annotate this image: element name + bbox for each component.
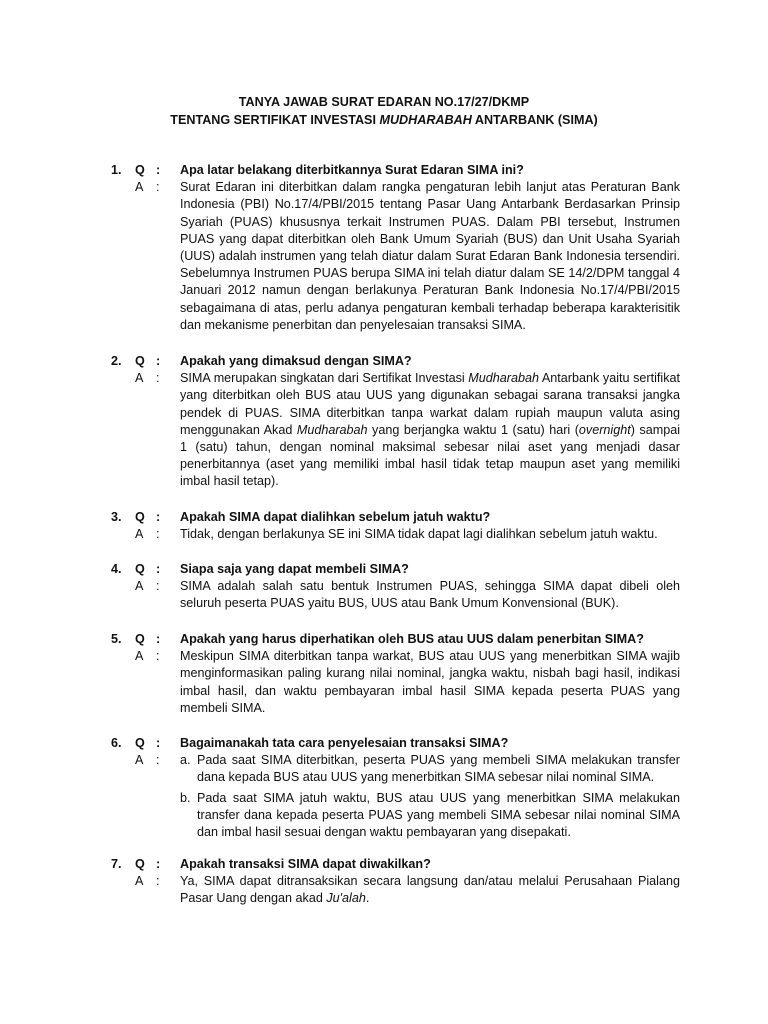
question-text: Apakah yang dimaksud dengan SIMA? [180, 354, 412, 368]
qa-item-4 [0, 561, 768, 613]
answer-segment: Antarbank yaitu sertifikat yang diterbitkan oleh BUS atau UUS yang digunakan sebagai sarana transaksi jangka pendek di PUAS. SIMA diterbitkan tanpa warkat dalam rupiah maupun valuta asing menggunakan Akad [180, 371, 680, 437]
sub-item-letter: b. [180, 790, 191, 805]
item-number: 7. [111, 857, 122, 871]
colon: : [156, 371, 160, 386]
question-row [0, 631, 768, 648]
colon: : [156, 874, 160, 889]
item-number: 1. [111, 163, 122, 177]
qa-item-3 [0, 509, 768, 543]
question-row [0, 856, 768, 873]
item-number: 3. [111, 510, 122, 524]
title-line-2-pre: TENTANG SERTIFIKAT INVESTASI [170, 113, 380, 127]
sub-item-text: Pada saat SIMA diterbitkan, peserta PUAS yang membeli SIMA melakukan transfer dana kepada BUS atau UUS yang menerbitkan SIMA sebesar nilai nominal SIMA. [197, 753, 680, 785]
colon: : [156, 510, 161, 524]
answer-segment: SIMA merupakan singkatan dari Sertifikat Investasi [180, 371, 469, 386]
answer-row [0, 648, 768, 717]
qa-item-2 [0, 353, 768, 491]
title-line-2-post: ANTARBANK (SIMA) [471, 113, 598, 127]
question-text: Apakah transaksi SIMA dapat diwakilkan? [180, 857, 431, 871]
q-label: Q [135, 736, 145, 750]
a-label: A [135, 579, 144, 594]
colon: : [156, 163, 161, 177]
question-row [0, 353, 768, 370]
answer-row [0, 179, 768, 334]
question-text: Apakah yang harus diperhatikan oleh BUS atau UUS dalam penerbitan SIMA? [180, 632, 644, 646]
answer-row [0, 370, 768, 490]
answer-text [180, 873, 680, 907]
answer-sublist-item [180, 790, 680, 842]
q-label: Q [135, 510, 145, 524]
answer-text: Tidak, dengan berlakunya SE ini SIMA tidak dapat lagi dialihkan sebelum jatuh waktu. [180, 527, 658, 542]
question-row [0, 561, 768, 578]
answer-text [180, 370, 680, 490]
answer-italic: overnight [578, 422, 631, 437]
q-label: Q [135, 562, 145, 576]
q-label: Q [135, 354, 145, 368]
item-number: 5. [111, 632, 122, 646]
q-label: Q [135, 632, 145, 646]
colon: : [156, 632, 161, 646]
answer-segment: yang berjangka waktu 1 (satu) hari ( [367, 422, 579, 437]
colon: : [156, 736, 161, 750]
answer-segment: Ya, SIMA dapat ditransaksikan secara langsung dan/atau melalui Perusahaan Pialang Pasar Uang dengan akad [180, 874, 680, 906]
question-text: Apa latar belakang diterbitkannya Surat Edaran SIMA ini? [180, 163, 524, 177]
title-line-2 [0, 112, 768, 130]
title-line-2-italic: MUDHARABAH [379, 113, 472, 127]
title-line-1: TANYA JAWAB SURAT EDARAN NO.17/27/DKMP [238, 95, 530, 109]
question-row [0, 735, 768, 752]
a-label: A [135, 180, 144, 195]
colon: : [156, 753, 160, 768]
a-label: A [135, 371, 144, 386]
colon: : [156, 180, 160, 195]
qa-item-5 [0, 631, 768, 717]
item-number: 6. [111, 736, 122, 750]
answer-segment: . [365, 891, 370, 906]
answer-italic: Mudharabah [468, 371, 539, 386]
question-row [0, 162, 768, 179]
item-number: 4. [111, 562, 122, 576]
question-text: Bagaimanakah tata cara penyelesaian transaksi SIMA? [180, 736, 509, 750]
answer-row [0, 873, 768, 907]
sub-item-text: Pada saat SIMA jatuh waktu, BUS atau UUS yang menerbitkan SIMA melakukan transfer dana kepada peserta PUAS yang membeli SIMA sebesar nilai nominal SIMA dan imbal hasil sesuai dengan waktu pembayaran yang disepakati. [197, 790, 680, 840]
q-label: Q [135, 163, 145, 177]
question-row [0, 509, 768, 526]
qa-item-6 [0, 735, 768, 841]
a-label: A [135, 874, 144, 889]
colon: : [156, 649, 160, 664]
colon: : [156, 579, 160, 594]
qa-item-7 [0, 856, 768, 908]
answer-italic: Ju'alah [326, 891, 366, 906]
item-number: 2. [111, 354, 122, 368]
colon: : [156, 527, 160, 542]
answer-text: Meskipun SIMA diterbitkan tanpa warkat, BUS atau UUS yang menerbitkan SIMA wajib menginformasikan paling kurang nilai nominal, jangka waktu, nisbah bagi hasil, indikasi imbal hasil, dan waktu pembayaran imbal hasil SIMA kepada peserta PUAS yang membeli SIMA. [180, 649, 680, 715]
answer-italic: Mudharabah [296, 422, 368, 437]
question-text: Siapa saja yang dapat membeli SIMA? [180, 562, 409, 576]
answer-row [0, 752, 768, 841]
question-text: Apakah SIMA dapat dialihkan sebelum jatuh waktu? [180, 510, 491, 524]
document-title [0, 94, 768, 130]
q-label: Q [135, 857, 145, 871]
answer-segment: ) sampai 1 (satu) tahun, dengan nominal maksimal sebesar nilai aset yang menjadi dasar penerbitannya (aset yang memiliki imbal hasil tidak tetap maupun aset yang memiliki imbal hasil tetap). [180, 422, 681, 489]
qa-item-1 [0, 162, 768, 334]
answer-sublist-item [180, 752, 680, 786]
a-label: A [135, 649, 144, 664]
a-label: A [135, 527, 144, 542]
answer-row [0, 578, 768, 612]
a-label: A [135, 753, 144, 768]
answer-row [0, 526, 768, 543]
colon: : [156, 857, 161, 871]
colon: : [156, 562, 161, 576]
sub-item-letter: a. [180, 753, 191, 768]
colon: : [156, 354, 161, 368]
answer-text: Surat Edaran ini diterbitkan dalam rangka pengaturan lebih lanjut atas Peraturan Bank Indonesia (PBI) No.17/4/PBI/2015 tentang Pasar Uang Antarbank Berdasarkan Prinsip Syariah (PUAS) khususnya terkait Instrumen PUAS. Dalam PBI tersebut, Instrumen PUAS yang dapat diterbitkan oleh Bank Umum Syariah (BUS) dan Unit Usaha Syariah (UUS) adalah instrumen yang telah diatur dalam Surat Edaran Bank Indonesia tersendiri. Sebelumnya Instrumen PUAS berupa SIMA ini telah diatur dalam SE 14/2/DPM tanggal 4 Januari 2012 namun dengan berlakunya Peraturan Bank Indonesia No.17/4/PBI/2015 sebagaimana di atas, perlu adanya pengaturan kembali terhadap beberapa karakterisitik dan mekanisme penerbitan dan penyelesaian transaksi SIMA. [180, 180, 680, 332]
answer-text: SIMA adalah salah satu bentuk Instrumen PUAS, sehingga SIMA dapat dibeli oleh seluruh peserta PUAS yaitu BUS, UUS atau Bank Umum Konvensional (BUK). [180, 579, 680, 611]
